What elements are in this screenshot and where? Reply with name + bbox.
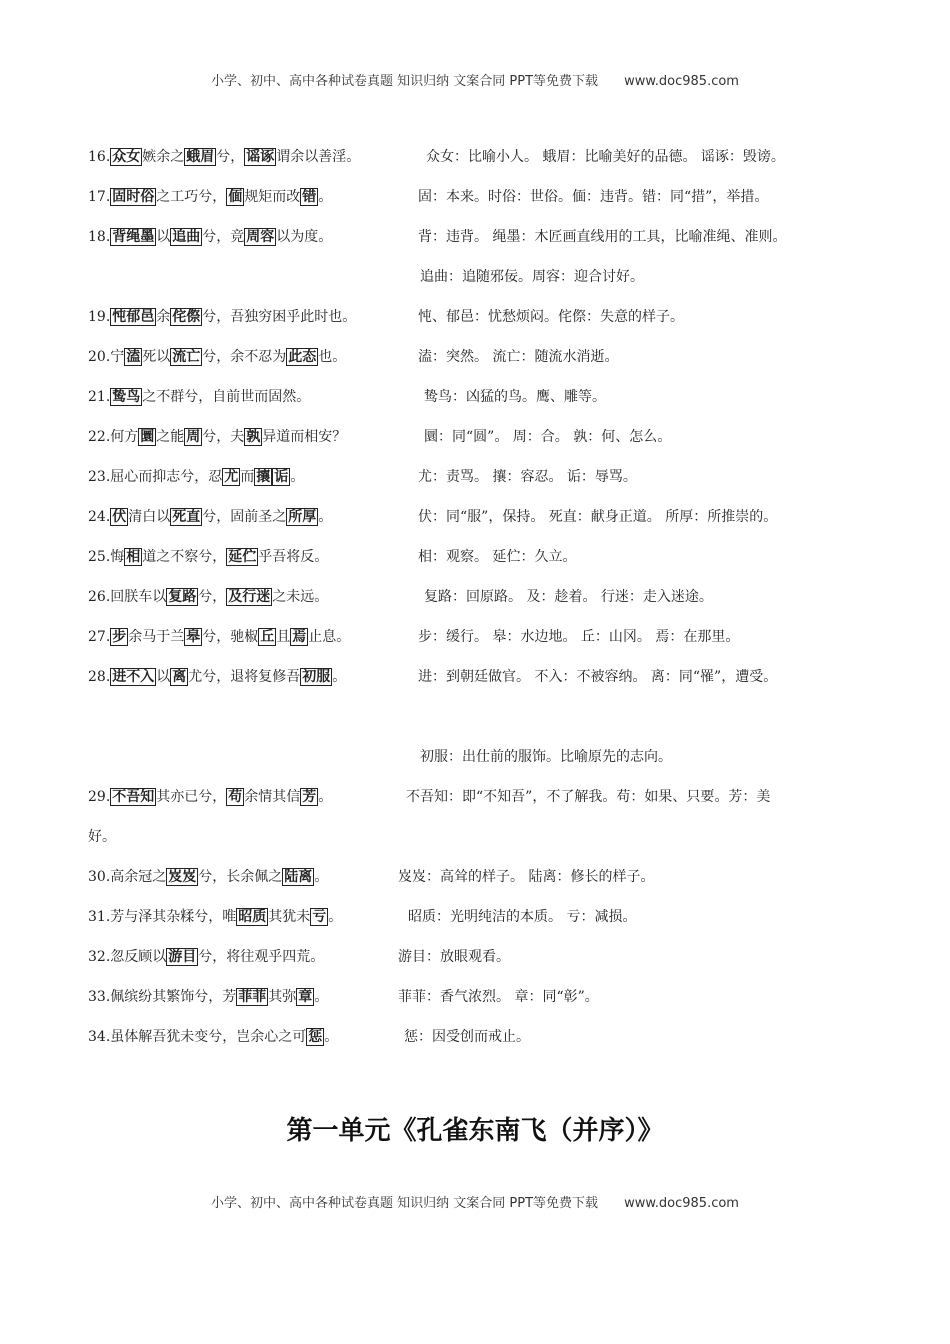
verse-text: 兮， bbox=[198, 589, 227, 605]
entry-gloss: 忳、郁邑：忧愁烦闷。侘傺：失意的样子。 bbox=[418, 309, 684, 325]
entry-gloss: 进：到朝廷做官。 不入：不被容纳。 离：同“罹”，遭受。 bbox=[418, 669, 778, 685]
verse-text: 道之不察兮， bbox=[142, 549, 227, 565]
verse-text: 。 bbox=[324, 1029, 339, 1045]
verse-text: 其亦已兮， bbox=[156, 789, 227, 805]
verse-text: 之未远。 bbox=[272, 589, 329, 605]
entry-number: 25. bbox=[88, 549, 111, 565]
page-footer bbox=[0, 1192, 950, 1211]
entry-row bbox=[88, 305, 684, 329]
entry-gloss: 鸷鸟：凶猛的鸟。鹰、雕等。 bbox=[424, 389, 606, 405]
entry-number: 24. bbox=[88, 509, 111, 525]
verse-text: 尤兮，退将复修吾 bbox=[188, 669, 301, 685]
verse-text: 规矩而改 bbox=[244, 189, 301, 205]
boxed-keyword: 所厚 bbox=[288, 509, 317, 525]
boxed-keyword: 皋 bbox=[186, 629, 201, 645]
verse-text: 回朕车以 bbox=[110, 589, 167, 605]
entry-number: 31. bbox=[88, 909, 111, 925]
entry-gloss: 尤：责骂。 攘：容忍。 诟：辱骂。 bbox=[418, 469, 637, 485]
boxed-keyword: 追曲 bbox=[172, 229, 201, 245]
entry-gloss: 惩：因受创而戒止。 bbox=[404, 1029, 530, 1045]
verse-text: 而 bbox=[240, 469, 255, 485]
entry-number: 16. bbox=[88, 149, 111, 165]
verse-text: 佩缤纷其繁饰兮，芳 bbox=[110, 989, 237, 1005]
boxed-keyword: 昭质 bbox=[238, 909, 267, 925]
entry-row bbox=[88, 385, 606, 409]
entry-number: 32. bbox=[88, 949, 111, 965]
entry-gloss: 背：违背。 绳墨：木匠画直线用的工具，比喻准绳、准则。 bbox=[418, 229, 787, 245]
footer-text: 小学、初中、高中各种试卷真题 知识归纳 文案合同 PPT等免费下载 bbox=[211, 1196, 599, 1211]
verse-text: 。 bbox=[328, 909, 343, 925]
verse-text: 也。 bbox=[318, 349, 347, 365]
boxed-keyword: 相 bbox=[126, 549, 141, 565]
verse-text: 高余冠之 bbox=[110, 869, 167, 885]
verse-text: 芳与泽其杂糅兮，唯 bbox=[110, 909, 237, 925]
verse-text: 。 bbox=[332, 669, 347, 685]
entry-number: 23. bbox=[88, 469, 111, 485]
verse-text: 异道而相安？ bbox=[262, 429, 347, 445]
boxed-keyword: 鸷鸟 bbox=[112, 389, 141, 405]
entry-row bbox=[88, 585, 713, 609]
boxed-keyword: 及行迷 bbox=[228, 589, 271, 605]
boxed-keyword: 死直 bbox=[172, 509, 201, 525]
verse-text: 。 bbox=[314, 989, 329, 1005]
entry-row bbox=[88, 545, 577, 569]
entry-row bbox=[88, 465, 637, 489]
entry-gloss-continuation: 好。 bbox=[88, 829, 116, 845]
boxed-keyword: 错 bbox=[302, 189, 317, 205]
boxed-keyword: 陆离 bbox=[284, 869, 313, 885]
boxed-keyword: 复路 bbox=[168, 589, 197, 605]
boxed-keyword: 侘傺 bbox=[172, 309, 201, 325]
boxed-keyword: 固时俗 bbox=[112, 189, 155, 205]
entry-gloss: 菲菲：香气浓烈。 章：同“彰”。 bbox=[398, 989, 599, 1005]
verse-text: 。 bbox=[290, 469, 305, 485]
entry-gloss: 昭质：光明纯洁的本质。 亏：减损。 bbox=[408, 909, 637, 925]
verse-text: 。 bbox=[314, 869, 329, 885]
boxed-keyword: 初服 bbox=[302, 669, 331, 685]
entry-gloss: 游目：放眼观看。 bbox=[398, 949, 510, 965]
boxed-keyword: 孰 bbox=[246, 429, 261, 445]
entry-row bbox=[88, 905, 637, 929]
footer-url-link[interactable]: www.doc985.com bbox=[624, 1196, 739, 1211]
entry-row bbox=[88, 945, 510, 969]
boxed-keyword: 亏 bbox=[312, 909, 327, 925]
boxed-keyword: 伏 bbox=[112, 509, 127, 525]
entry-number: 26. bbox=[88, 589, 111, 605]
verse-text: 谓余以善淫。 bbox=[276, 149, 361, 165]
verse-text: 余马于兰 bbox=[128, 629, 185, 645]
verse-text: 兮，固前圣之 bbox=[202, 509, 287, 525]
verse-text: 兮，驰椒 bbox=[202, 629, 259, 645]
entry-number: 17. bbox=[88, 189, 111, 205]
boxed-keyword: 流亡 bbox=[172, 349, 201, 365]
boxed-keyword: 尤 bbox=[224, 469, 239, 485]
entry-row bbox=[88, 345, 619, 369]
entry-row bbox=[88, 865, 655, 889]
verse-text: 以 bbox=[156, 229, 171, 245]
boxed-keyword: 惩 bbox=[308, 1029, 323, 1045]
boxed-keyword: 菲菲 bbox=[238, 989, 267, 1005]
verse-text: 嫉余之 bbox=[142, 149, 185, 165]
entry-gloss: 复路：回原路。 及：趁着。 行迷：走入迷途。 bbox=[424, 589, 713, 605]
verse-text: 。 bbox=[318, 509, 333, 525]
verse-text: 之工巧兮， bbox=[156, 189, 227, 205]
boxed-keyword: 延伫 bbox=[228, 549, 257, 565]
boxed-keyword: 众女 bbox=[112, 149, 141, 165]
entry-row bbox=[88, 425, 672, 449]
entry-gloss: 圜：同“圆”。 周：合。 孰：何、怎么。 bbox=[424, 429, 672, 445]
verse-text: 其弥 bbox=[268, 989, 297, 1005]
boxed-keyword: 章 bbox=[298, 989, 313, 1005]
verse-text: 。 bbox=[318, 189, 333, 205]
verse-text: 宁 bbox=[110, 349, 125, 365]
entry-number: 34. bbox=[88, 1029, 111, 1045]
verse-text: 屈心而抑志兮，忍 bbox=[110, 469, 223, 485]
entry-gloss: 步：缓行。 皋：水边地。 丘：山冈。 焉：在那里。 bbox=[418, 629, 740, 645]
entry-row bbox=[88, 505, 778, 529]
entry-row bbox=[88, 1025, 530, 1049]
verse-text: 兮， bbox=[216, 149, 245, 165]
boxed-keyword: 步 bbox=[112, 629, 127, 645]
boxed-keyword: 此态 bbox=[288, 349, 317, 365]
verse-text: 以为度。 bbox=[276, 229, 333, 245]
boxed-keyword: 不吾知 bbox=[112, 789, 155, 805]
section-title: 第一单元《孔雀东南飞（并序）》 bbox=[286, 1116, 664, 1146]
boxed-keyword: 周容 bbox=[246, 229, 275, 245]
entry-gloss: 相：观察。 延伫：久立。 bbox=[418, 549, 577, 565]
verse-text: 忽反顾以 bbox=[110, 949, 167, 965]
verse-text: 。 bbox=[318, 789, 333, 805]
boxed-keyword: 焉 bbox=[292, 629, 307, 645]
entry-row bbox=[88, 185, 769, 209]
boxed-keyword: 谣诼 bbox=[246, 149, 275, 165]
entry-number: 21. bbox=[88, 389, 111, 405]
verse-text: 虽体解吾犹未变兮，岂余心之可 bbox=[110, 1029, 307, 1045]
verse-text: 之不群兮，自前世而固然。 bbox=[142, 389, 311, 405]
entry-gloss: 众女：比喻小人。 蛾眉：比喻美好的品德。 谣诼：毁谤。 bbox=[426, 149, 785, 165]
verse-text: 兮，将往观乎四荒。 bbox=[198, 949, 325, 965]
boxed-keyword: 偭 bbox=[228, 189, 243, 205]
entry-number: 27. bbox=[88, 629, 111, 645]
verse-text: 且 bbox=[276, 629, 291, 645]
boxed-keyword: 圜 bbox=[140, 429, 155, 445]
verse-text: 余 bbox=[156, 309, 171, 325]
boxed-keyword: 离 bbox=[172, 669, 187, 685]
entry-number: 18. bbox=[88, 229, 111, 245]
entry-number: 30. bbox=[88, 869, 111, 885]
boxed-keyword: 周 bbox=[186, 429, 201, 445]
entry-number: 28. bbox=[88, 669, 111, 685]
entry-number: 22. bbox=[88, 429, 111, 445]
entry-number: 20. bbox=[88, 349, 111, 365]
verse-text: 兮，夫 bbox=[202, 429, 245, 445]
page-header bbox=[0, 70, 950, 89]
entry-number: 29. bbox=[88, 789, 111, 805]
verse-text: 乎吾将反。 bbox=[258, 549, 329, 565]
verse-text: 兮，长余佩之 bbox=[198, 869, 283, 885]
boxed-keyword: 丘 bbox=[260, 629, 275, 645]
verse-text: 何方 bbox=[110, 429, 139, 445]
verse-text: 兮，吾独穷困乎此时也。 bbox=[202, 309, 357, 325]
entry-number: 33. bbox=[88, 989, 111, 1005]
entry-gloss: 不吾知：即“不知吾”，不了解我。苟：如果、只要。芳：美 bbox=[406, 789, 771, 805]
entry-gloss: 伏：同“服”，保持。 死直：献身正道。 所厚：所推崇的。 bbox=[418, 509, 778, 525]
entry-gloss-continuation: 初服：出仕前的服饰。比喻原先的志向。 bbox=[420, 749, 672, 765]
boxed-keyword: 进不入 bbox=[112, 669, 155, 685]
verse-text: 悔 bbox=[110, 549, 125, 565]
entry-row bbox=[88, 985, 599, 1009]
entry-row bbox=[88, 225, 787, 249]
header-url-link[interactable]: www.doc985.com bbox=[624, 74, 739, 89]
entry-gloss-continuation: 追曲：追随邪佞。周容：迎合讨好。 bbox=[420, 269, 644, 285]
entry-row bbox=[88, 625, 740, 649]
entry-row bbox=[88, 785, 771, 809]
verse-text: 清白以 bbox=[128, 509, 171, 525]
verse-text: 之能 bbox=[156, 429, 185, 445]
boxed-keyword: 诟 bbox=[274, 469, 289, 485]
verse-text: 其犹未 bbox=[268, 909, 311, 925]
boxed-keyword: 游目 bbox=[168, 949, 197, 965]
entry-number: 19. bbox=[88, 309, 111, 325]
verse-text: 死以 bbox=[142, 349, 171, 365]
boxed-keyword: 芳 bbox=[302, 789, 317, 805]
header-text: 小学、初中、高中各种试卷真题 知识归纳 文案合同 PPT等免费下载 bbox=[211, 74, 599, 89]
entry-gloss: 岌岌：高耸的样子。 陆离：修长的样子。 bbox=[398, 869, 655, 885]
boxed-keyword: 岌岌 bbox=[168, 869, 197, 885]
entry-gloss: 溘：突然。 流亡：随流水消逝。 bbox=[418, 349, 619, 365]
entry-row bbox=[88, 665, 778, 689]
boxed-keyword: 蛾眉 bbox=[186, 149, 215, 165]
verse-text: 以 bbox=[156, 669, 171, 685]
verse-text: 兮，竞 bbox=[202, 229, 245, 245]
verse-text: 余情其信 bbox=[244, 789, 301, 805]
entry-gloss: 固：本来。时俗：世俗。偭：违背。错：同“措”，举措。 bbox=[418, 189, 769, 205]
boxed-keyword: 溘 bbox=[126, 349, 141, 365]
boxed-keyword: 攘 bbox=[256, 469, 271, 485]
boxed-keyword: 苟 bbox=[228, 789, 243, 805]
boxed-keyword: 背绳墨 bbox=[112, 229, 155, 245]
entry-row bbox=[88, 145, 785, 169]
verse-text: 止息。 bbox=[308, 629, 351, 645]
verse-text: 兮，余不忍为 bbox=[202, 349, 287, 365]
boxed-keyword: 忳郁邑 bbox=[112, 309, 155, 325]
